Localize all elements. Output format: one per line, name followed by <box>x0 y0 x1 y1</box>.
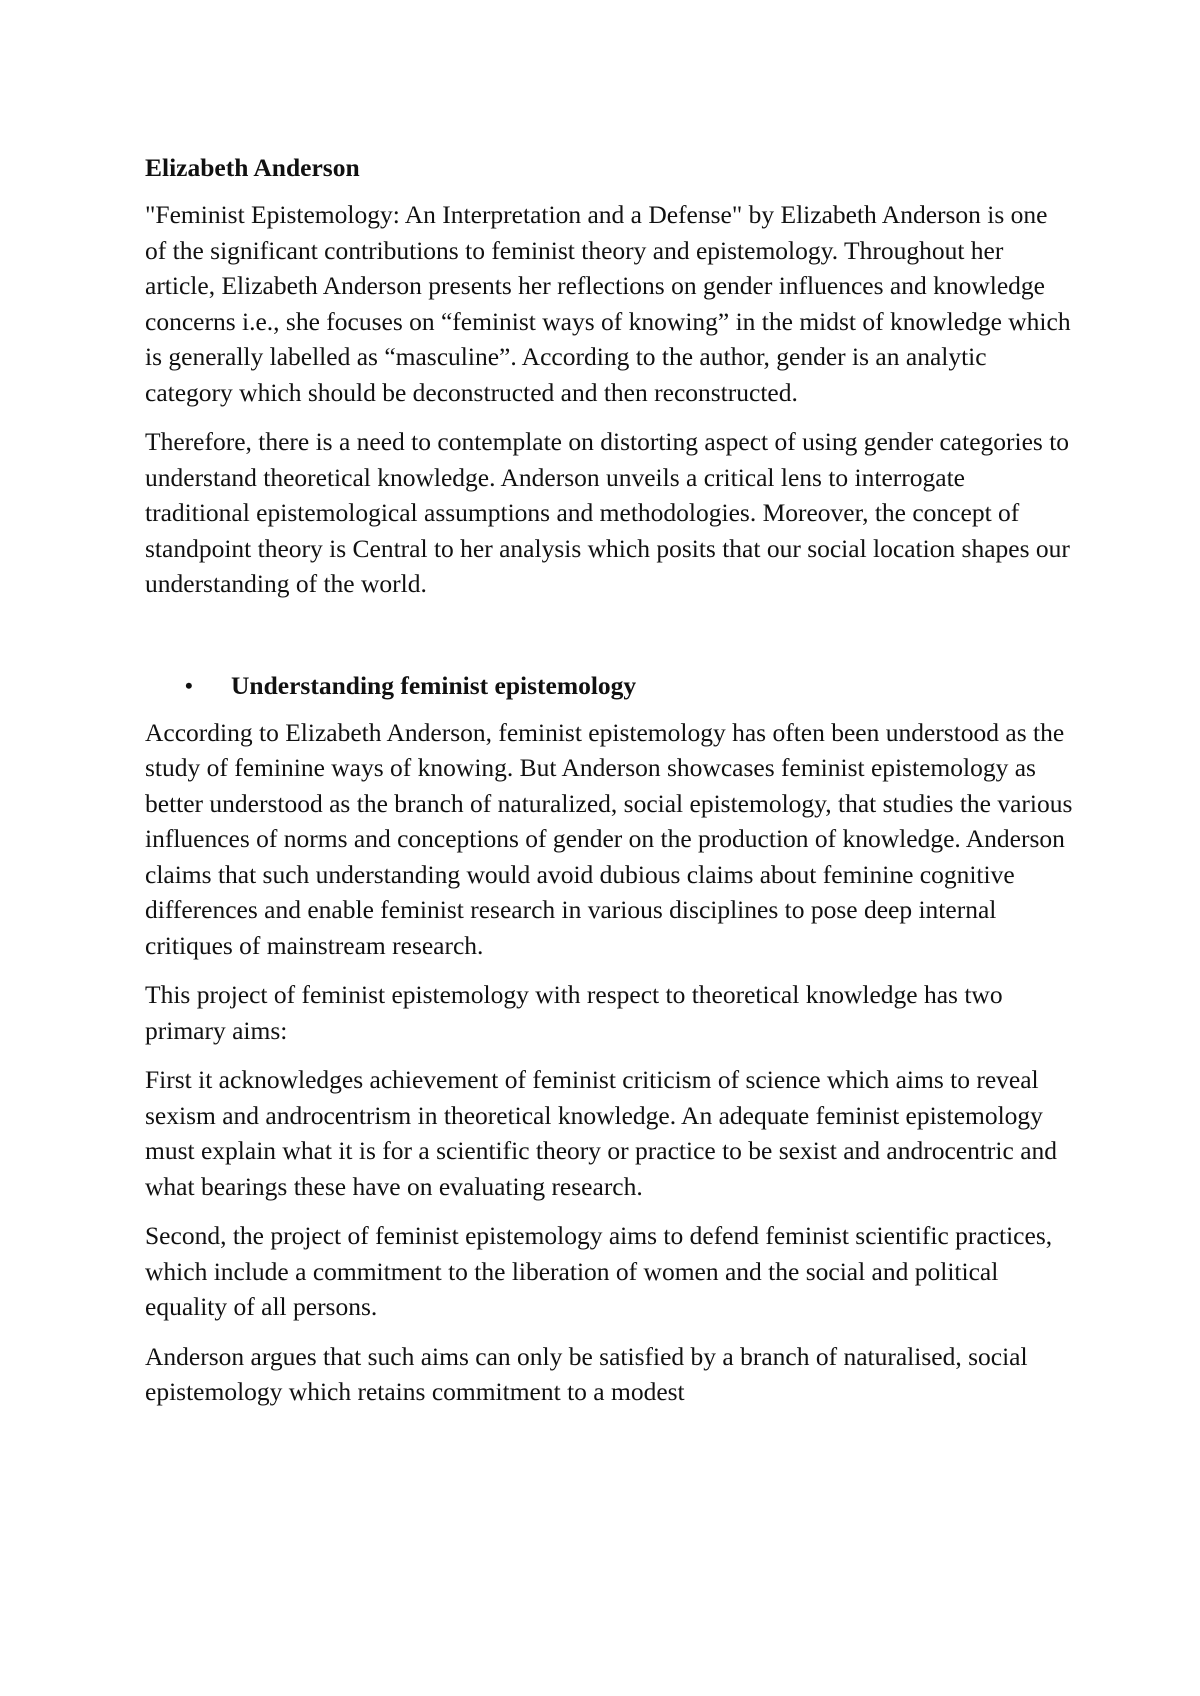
blank-line <box>145 616 1075 668</box>
section-paragraph-5: Anderson argues that such aims can only be satisfied by a branch of naturalised, social epistemology which retains commitment to a modest <box>145 1341 1028 1406</box>
section-heading <box>145 668 1075 703</box>
section-paragraph-3: First it acknowledges achievement of feminist criticism of science which aims to reveal sexism and androcentrism in theoretical knowledge. An adequate feminist epistemology must explain what it is for a scientific theory or practice to be sexist and androcentric and what bearings these have on evaluating research. <box>145 1065 1058 1201</box>
bullet-icon: • <box>185 672 193 698</box>
intro-paragraph-2: Therefore, there is a need to contemplate on distorting aspect of using gender categories to understand theoretical knowledge. Anderson unveils a critical lens to interrogate traditional epistemological assumptions and methodologies. Moreover, the concept of standpoint theory is Central to her analysis which posits that our social location shapes our understanding of the world. <box>145 427 1070 598</box>
section-paragraph-4: Second, the project of feminist epistemology aims to defend feminist scientific practices, which include a commitment to the liberation of women and the social and political equality of all persons. <box>145 1221 1053 1321</box>
section-paragraph-1: According to Elizabeth Anderson, feminist epistemology has often been understood as the study of feminine ways of knowing. But Anderson showcases feminist epistemology as better understood as the branch of naturalized, social epistemology, that studies the various influences of norms and conceptions of gender on the production of knowledge. Anderson claims that such understanding would avoid dubious claims about feminine cognitive differences and enable feminist research in various disciplines to pose deep internal critiques of mainstream research. <box>145 717 1073 960</box>
section-heading-text: Understanding feminist epistemology <box>231 670 637 700</box>
intro-paragraph-1: "Feminist Epistemology: An Interpretation and a Defense" by Elizabeth Anderson is one of the significant contributions to feminist theory and epistemology. Throughout her article, Elizabeth Anderson presents her reflections on gender influences and knowledge concerns i.e., she focuses on “feminist ways of knowing” in the midst of knowledge which is generally labelled as “masculine”. According to the author, gender is an analytic category which should be deconstructed and then reconstructed. <box>145 200 1071 407</box>
document-page <box>145 138 1075 1424</box>
document-title: Elizabeth Anderson <box>145 153 360 182</box>
section-paragraph-2: This project of feminist epistemology with respect to theoretical knowledge has two primary aims: <box>145 980 1003 1045</box>
